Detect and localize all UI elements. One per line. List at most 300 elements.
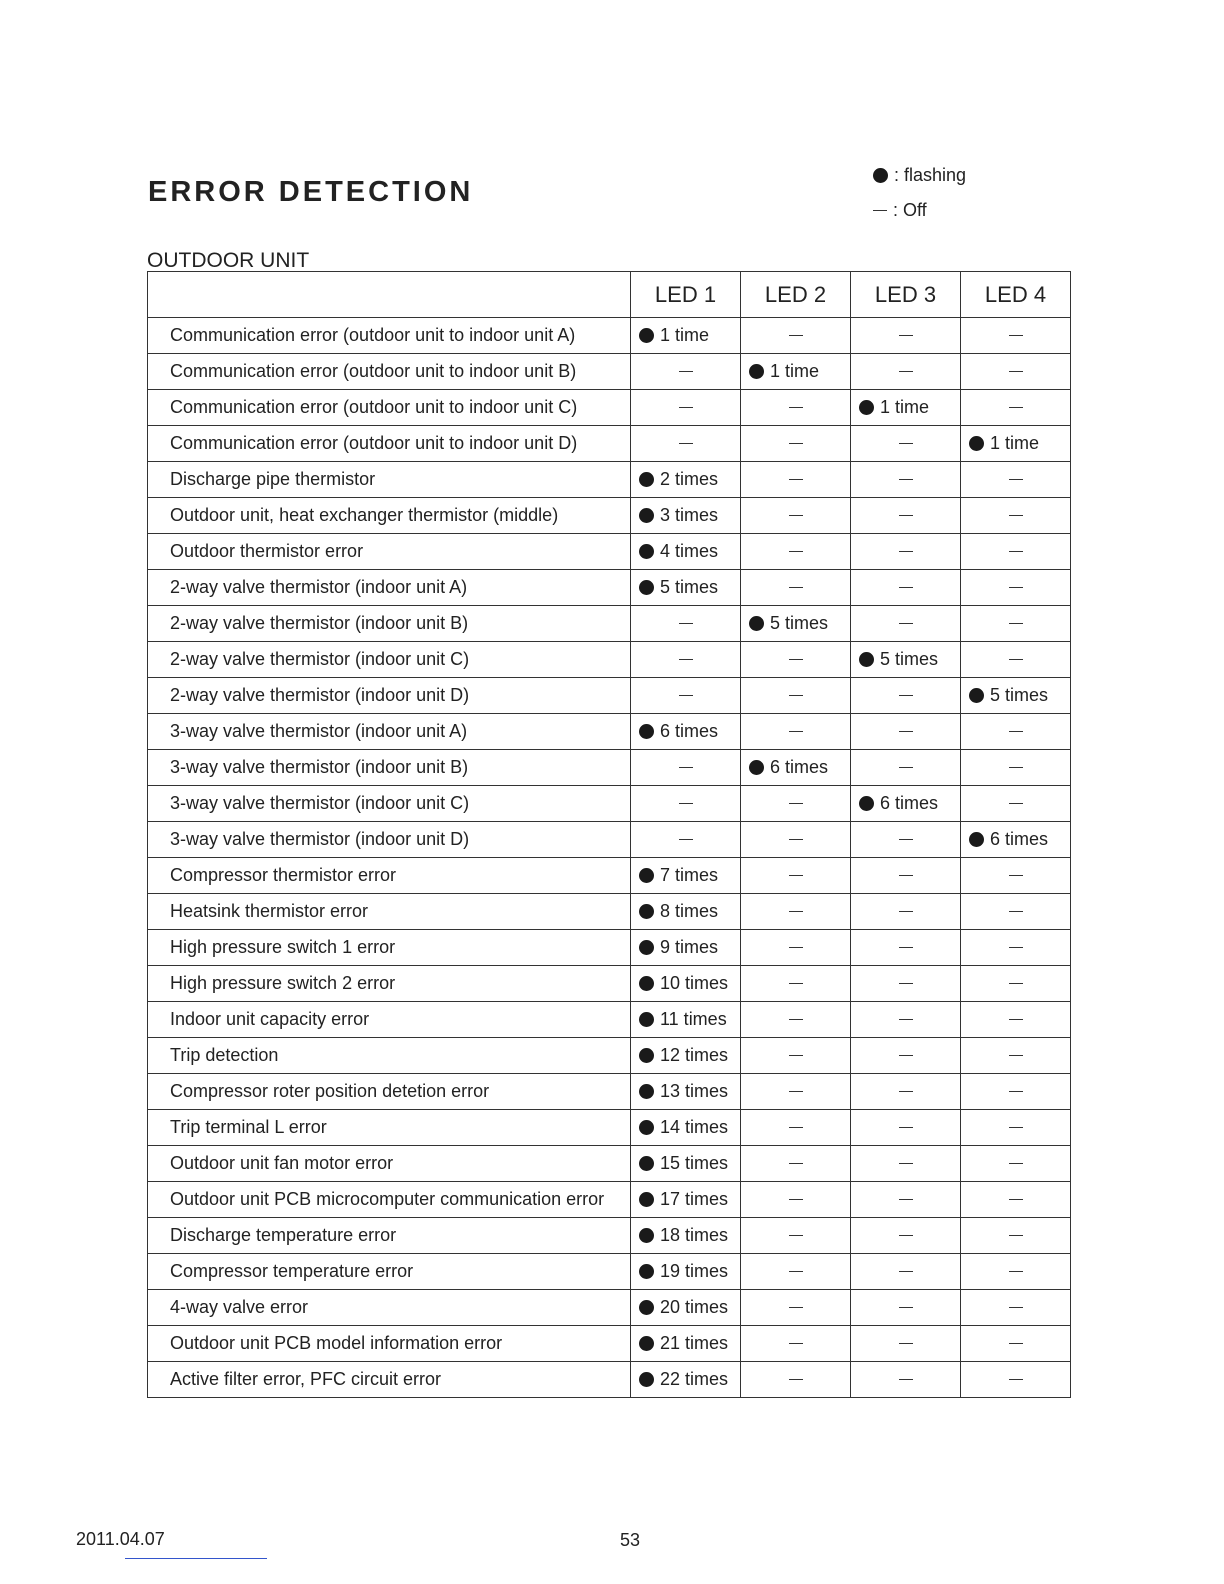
flashing-dot-icon (639, 724, 654, 739)
off-dash-icon (899, 1055, 913, 1056)
off-dash-icon (1009, 551, 1023, 552)
flash-count: 12 times (660, 1045, 729, 1065)
off-dash-icon (679, 407, 693, 408)
off-dash-icon (789, 1307, 803, 1308)
flash-count: 8 times (660, 901, 719, 921)
flash-count: 15 times (660, 1153, 729, 1173)
flashing-dot-icon (639, 1084, 654, 1099)
led-2-cell (741, 534, 851, 570)
led-2-cell (741, 678, 851, 714)
off-dash-icon (1009, 731, 1023, 732)
flash-count: 4 times (660, 541, 719, 561)
led-1-cell (631, 1146, 741, 1182)
table-row (148, 786, 1071, 822)
led-2-cell (741, 390, 851, 426)
flashing-dot-icon (639, 1372, 654, 1387)
off-dash-icon (1009, 659, 1023, 660)
led-4-cell (961, 354, 1071, 390)
led-3-cell (851, 1182, 961, 1218)
error-description: Trip terminal L error (148, 1110, 631, 1146)
flashing-dot-icon (873, 168, 888, 183)
off-dash-icon (899, 1307, 913, 1308)
flashing-dot-icon (639, 508, 654, 523)
off-dash-icon (789, 1055, 803, 1056)
flash-count: 2 times (660, 469, 719, 489)
off-dash-icon (899, 1199, 913, 1200)
flashing-dot-icon (639, 1120, 654, 1135)
off-dash-icon (789, 1235, 803, 1236)
off-dash-icon (679, 623, 693, 624)
led-2-cell (741, 318, 851, 354)
off-dash-icon (1009, 1055, 1023, 1056)
led-3-cell (851, 570, 961, 606)
off-dash-icon (1009, 1307, 1023, 1308)
led-2-cell (741, 1110, 851, 1146)
led-1-cell (631, 858, 741, 894)
led-1-cell (631, 714, 741, 750)
led-4-cell (961, 1002, 1071, 1038)
error-description: Outdoor unit fan motor error (148, 1146, 631, 1182)
led-1-cell (631, 1038, 741, 1074)
off-dash-icon (789, 983, 803, 984)
flash-count: 20 times (660, 1297, 729, 1317)
table-row (148, 678, 1071, 714)
table-row (148, 534, 1071, 570)
off-dash-icon (1009, 1127, 1023, 1128)
table-row (148, 1182, 1071, 1218)
table-row (148, 858, 1071, 894)
off-dash-icon (1009, 1271, 1023, 1272)
table-row (148, 498, 1071, 534)
off-dash-icon (789, 1271, 803, 1272)
led-2-cell (741, 1038, 851, 1074)
flash-count: 14 times (660, 1117, 729, 1137)
led-3-cell (851, 606, 961, 642)
flashing-dot-icon (639, 1012, 654, 1027)
error-description: Outdoor unit PCB microcomputer communication error (148, 1182, 631, 1218)
flashing-dot-icon (639, 1300, 654, 1315)
led-2-cell (741, 786, 851, 822)
flashing-dot-icon (969, 688, 984, 703)
header-description (148, 272, 631, 318)
led-2-cell (741, 1182, 851, 1218)
flashing-dot-icon (639, 472, 654, 487)
led-2-cell (741, 966, 851, 1002)
error-description: Trip detection (148, 1038, 631, 1074)
led-2-cell (741, 930, 851, 966)
off-dash-icon (1009, 1091, 1023, 1092)
off-dash-icon (899, 515, 913, 516)
table-row (148, 354, 1071, 390)
legend-flashing (873, 165, 966, 186)
off-dash-icon (789, 407, 803, 408)
led-2-cell (741, 1002, 851, 1038)
table-row (148, 1254, 1071, 1290)
off-dash-icon (1009, 983, 1023, 984)
led-4-cell (961, 1074, 1071, 1110)
led-1-cell (631, 1074, 741, 1110)
table-row (148, 750, 1071, 786)
led-1-cell (631, 1362, 741, 1398)
flash-count: 5 times (660, 577, 719, 597)
led-3-cell (851, 1362, 961, 1398)
off-dash-icon (873, 210, 887, 211)
header-led-2: LED 2 (741, 272, 851, 318)
led-3-cell (851, 642, 961, 678)
error-description: 2-way valve thermistor (indoor unit C) (148, 642, 631, 678)
led-2-cell (741, 822, 851, 858)
header-led-1: LED 1 (631, 272, 741, 318)
led-1-cell (631, 318, 741, 354)
off-dash-icon (899, 1235, 913, 1236)
led-1-cell (631, 894, 741, 930)
led-1-cell (631, 642, 741, 678)
off-dash-icon (899, 551, 913, 552)
off-dash-icon (1009, 875, 1023, 876)
led-4-cell (961, 642, 1071, 678)
flash-count: 22 times (660, 1369, 729, 1389)
led-4-cell (961, 426, 1071, 462)
off-dash-icon (789, 731, 803, 732)
error-description: Outdoor unit PCB model information error (148, 1326, 631, 1362)
flash-count: 10 times (660, 973, 729, 993)
table-row (148, 606, 1071, 642)
led-1-cell (631, 750, 741, 786)
legend-off-label: : Off (893, 200, 927, 220)
off-dash-icon (1009, 1235, 1023, 1236)
error-description: Compressor temperature error (148, 1254, 631, 1290)
off-dash-icon (1009, 479, 1023, 480)
off-dash-icon (899, 1091, 913, 1092)
led-3-cell (851, 930, 961, 966)
led-3-cell (851, 786, 961, 822)
error-description: 4-way valve error (148, 1290, 631, 1326)
led-3-cell (851, 1038, 961, 1074)
led-4-cell (961, 786, 1071, 822)
led-2-cell (741, 858, 851, 894)
led-1-cell (631, 930, 741, 966)
off-dash-icon (789, 443, 803, 444)
flashing-dot-icon (639, 544, 654, 559)
led-2-cell (741, 894, 851, 930)
flash-count: 9 times (660, 937, 719, 957)
error-description: Discharge temperature error (148, 1218, 631, 1254)
led-4-cell (961, 822, 1071, 858)
off-dash-icon (789, 335, 803, 336)
off-dash-icon (789, 803, 803, 804)
led-4-cell (961, 534, 1071, 570)
led-4-cell (961, 1146, 1071, 1182)
table-row (148, 642, 1071, 678)
flashing-dot-icon (749, 364, 764, 379)
flash-count: 6 times (770, 757, 829, 777)
off-dash-icon (899, 1163, 913, 1164)
error-description: High pressure switch 1 error (148, 930, 631, 966)
led-3-cell (851, 318, 961, 354)
table-row (148, 462, 1071, 498)
led-2-cell (741, 426, 851, 462)
page-number: 53 (620, 1530, 641, 1550)
off-dash-icon (789, 479, 803, 480)
off-dash-icon (899, 947, 913, 948)
led-1-cell (631, 534, 741, 570)
error-description: Active filter error, PFC circuit error (148, 1362, 631, 1398)
flashing-dot-icon (969, 832, 984, 847)
led-4-cell (961, 1110, 1071, 1146)
flashing-dot-icon (859, 796, 874, 811)
error-description: Compressor roter position detetion error (148, 1074, 631, 1110)
off-dash-icon (1009, 1379, 1023, 1380)
led-1-cell (631, 678, 741, 714)
table-row (148, 966, 1071, 1002)
flashing-dot-icon (639, 976, 654, 991)
led-4-cell (961, 750, 1071, 786)
off-dash-icon (789, 875, 803, 876)
header-row (148, 272, 1071, 318)
off-dash-icon (899, 911, 913, 912)
error-description: Communication error (outdoor unit to indoor unit B) (148, 354, 631, 390)
flash-count: 6 times (880, 793, 939, 813)
off-dash-icon (679, 695, 693, 696)
flash-count: 11 times (660, 1009, 727, 1029)
led-3-cell (851, 390, 961, 426)
table-row (148, 822, 1071, 858)
off-dash-icon (789, 839, 803, 840)
flashing-dot-icon (639, 1192, 654, 1207)
off-dash-icon (1009, 371, 1023, 372)
flashing-dot-icon (749, 760, 764, 775)
off-dash-icon (679, 839, 693, 840)
table-row (148, 426, 1071, 462)
table-row (148, 930, 1071, 966)
led-2-cell (741, 1290, 851, 1326)
off-dash-icon (789, 1379, 803, 1380)
off-dash-icon (899, 479, 913, 480)
led-3-cell (851, 1146, 961, 1182)
table-row (148, 570, 1071, 606)
led-2-cell (741, 1326, 851, 1362)
flashing-dot-icon (639, 580, 654, 595)
off-dash-icon (1009, 1343, 1023, 1344)
error-description: 2-way valve thermistor (indoor unit A) (148, 570, 631, 606)
flash-count: 3 times (660, 505, 719, 525)
error-description: Communication error (outdoor unit to indoor unit D) (148, 426, 631, 462)
off-dash-icon (789, 1199, 803, 1200)
led-4-cell (961, 858, 1071, 894)
error-description: 2-way valve thermistor (indoor unit D) (148, 678, 631, 714)
table-row (148, 1074, 1071, 1110)
led-4-cell (961, 1038, 1071, 1074)
off-dash-icon (1009, 335, 1023, 336)
off-dash-icon (789, 659, 803, 660)
off-dash-icon (679, 443, 693, 444)
off-dash-icon (899, 731, 913, 732)
led-1-cell (631, 354, 741, 390)
led-1-cell (631, 786, 741, 822)
off-dash-icon (899, 623, 913, 624)
led-4-cell (961, 318, 1071, 354)
off-dash-icon (899, 443, 913, 444)
led-2-cell (741, 1254, 851, 1290)
led-1-cell (631, 390, 741, 426)
flash-count: 5 times (770, 613, 829, 633)
error-description: Heatsink thermistor error (148, 894, 631, 930)
flash-count: 17 times (660, 1189, 729, 1209)
led-1-cell (631, 462, 741, 498)
off-dash-icon (1009, 947, 1023, 948)
off-dash-icon (1009, 587, 1023, 588)
led-2-cell (741, 606, 851, 642)
off-dash-icon (899, 839, 913, 840)
led-4-cell (961, 606, 1071, 642)
led-3-cell (851, 858, 961, 894)
error-description: Communication error (outdoor unit to indoor unit C) (148, 390, 631, 426)
led-3-cell (851, 354, 961, 390)
flashing-dot-icon (639, 328, 654, 343)
led-3-cell (851, 426, 961, 462)
error-description: 3-way valve thermistor (indoor unit C) (148, 786, 631, 822)
flashing-dot-icon (639, 1336, 654, 1351)
off-dash-icon (789, 587, 803, 588)
led-1-cell (631, 822, 741, 858)
table-row (148, 894, 1071, 930)
led-3-cell (851, 1254, 961, 1290)
led-4-cell (961, 1362, 1071, 1398)
led-4-cell (961, 714, 1071, 750)
off-dash-icon (789, 947, 803, 948)
header-led-4: LED 4 (961, 272, 1071, 318)
led-4-cell (961, 1182, 1071, 1218)
flash-count: 1 time (770, 361, 820, 381)
led-4-cell (961, 966, 1071, 1002)
off-dash-icon (1009, 407, 1023, 408)
error-description: Outdoor thermistor error (148, 534, 631, 570)
table-row (148, 318, 1071, 354)
table-row (148, 1290, 1071, 1326)
flash-count: 1 time (880, 397, 930, 417)
flash-count: 1 time (990, 433, 1040, 453)
led-1-cell (631, 426, 741, 462)
flash-count: 1 time (660, 325, 710, 345)
off-dash-icon (899, 371, 913, 372)
error-description: High pressure switch 2 error (148, 966, 631, 1002)
error-table (147, 271, 1071, 1398)
off-dash-icon (1009, 803, 1023, 804)
led-2-cell (741, 498, 851, 534)
led-4-cell (961, 1326, 1071, 1362)
led-1-cell (631, 1254, 741, 1290)
error-description: Compressor thermistor error (148, 858, 631, 894)
off-dash-icon (1009, 767, 1023, 768)
table-row (148, 1362, 1071, 1398)
off-dash-icon (899, 1379, 913, 1380)
led-4-cell (961, 462, 1071, 498)
off-dash-icon (899, 1271, 913, 1272)
off-dash-icon (679, 803, 693, 804)
led-4-cell (961, 498, 1071, 534)
led-3-cell (851, 714, 961, 750)
error-description: 3-way valve thermistor (indoor unit A) (148, 714, 631, 750)
section-title: OUTDOOR UNIT (147, 249, 310, 272)
flash-count: 5 times (880, 649, 939, 669)
flash-count: 21 times (660, 1333, 729, 1353)
flash-count: 13 times (660, 1081, 729, 1101)
led-3-cell (851, 822, 961, 858)
led-1-cell (631, 1110, 741, 1146)
led-3-cell (851, 462, 961, 498)
table-row (148, 1218, 1071, 1254)
off-dash-icon (899, 1127, 913, 1128)
led-1-cell (631, 1326, 741, 1362)
led-4-cell (961, 1290, 1071, 1326)
flashing-dot-icon (639, 1264, 654, 1279)
led-4-cell (961, 570, 1071, 606)
off-dash-icon (899, 983, 913, 984)
header-led-3: LED 3 (851, 272, 961, 318)
error-description: Communication error (outdoor unit to indoor unit A) (148, 318, 631, 354)
off-dash-icon (1009, 1199, 1023, 1200)
flashing-dot-icon (969, 436, 984, 451)
led-3-cell (851, 534, 961, 570)
flash-count: 7 times (660, 865, 719, 885)
footer-date: 2011.04.07 (76, 1529, 165, 1549)
table-row (148, 1326, 1071, 1362)
led-3-cell (851, 1110, 961, 1146)
table-row (148, 1038, 1071, 1074)
led-4-cell (961, 678, 1071, 714)
flash-count: 18 times (660, 1225, 729, 1245)
flashing-dot-icon (859, 652, 874, 667)
off-dash-icon (789, 911, 803, 912)
error-description: 3-way valve thermistor (indoor unit D) (148, 822, 631, 858)
off-dash-icon (1009, 911, 1023, 912)
led-4-cell (961, 894, 1071, 930)
flashing-dot-icon (859, 400, 874, 415)
error-description: 3-way valve thermistor (indoor unit B) (148, 750, 631, 786)
table-row (148, 1146, 1071, 1182)
led-1-cell (631, 1002, 741, 1038)
error-description: Indoor unit capacity error (148, 1002, 631, 1038)
flashing-dot-icon (639, 904, 654, 919)
off-dash-icon (899, 1019, 913, 1020)
led-2-cell (741, 1362, 851, 1398)
flash-count: 19 times (660, 1261, 729, 1281)
led-2-cell (741, 1218, 851, 1254)
page-title: ERROR DETECTION (148, 176, 474, 208)
off-dash-icon (1009, 1019, 1023, 1020)
led-2-cell (741, 462, 851, 498)
flashing-dot-icon (639, 1048, 654, 1063)
off-dash-icon (789, 1091, 803, 1092)
footer-link-underline (125, 1558, 267, 1559)
flash-count: 6 times (660, 721, 719, 741)
flashing-dot-icon (639, 940, 654, 955)
error-description: Discharge pipe thermistor (148, 462, 631, 498)
off-dash-icon (1009, 1163, 1023, 1164)
off-dash-icon (789, 1343, 803, 1344)
led-2-cell (741, 1146, 851, 1182)
off-dash-icon (899, 1343, 913, 1344)
flash-count: 6 times (990, 829, 1049, 849)
led-4-cell (961, 1254, 1071, 1290)
table-row (148, 714, 1071, 750)
led-1-cell (631, 1182, 741, 1218)
off-dash-icon (679, 659, 693, 660)
led-2-cell (741, 1074, 851, 1110)
off-dash-icon (789, 515, 803, 516)
led-3-cell (851, 1074, 961, 1110)
off-dash-icon (1009, 515, 1023, 516)
